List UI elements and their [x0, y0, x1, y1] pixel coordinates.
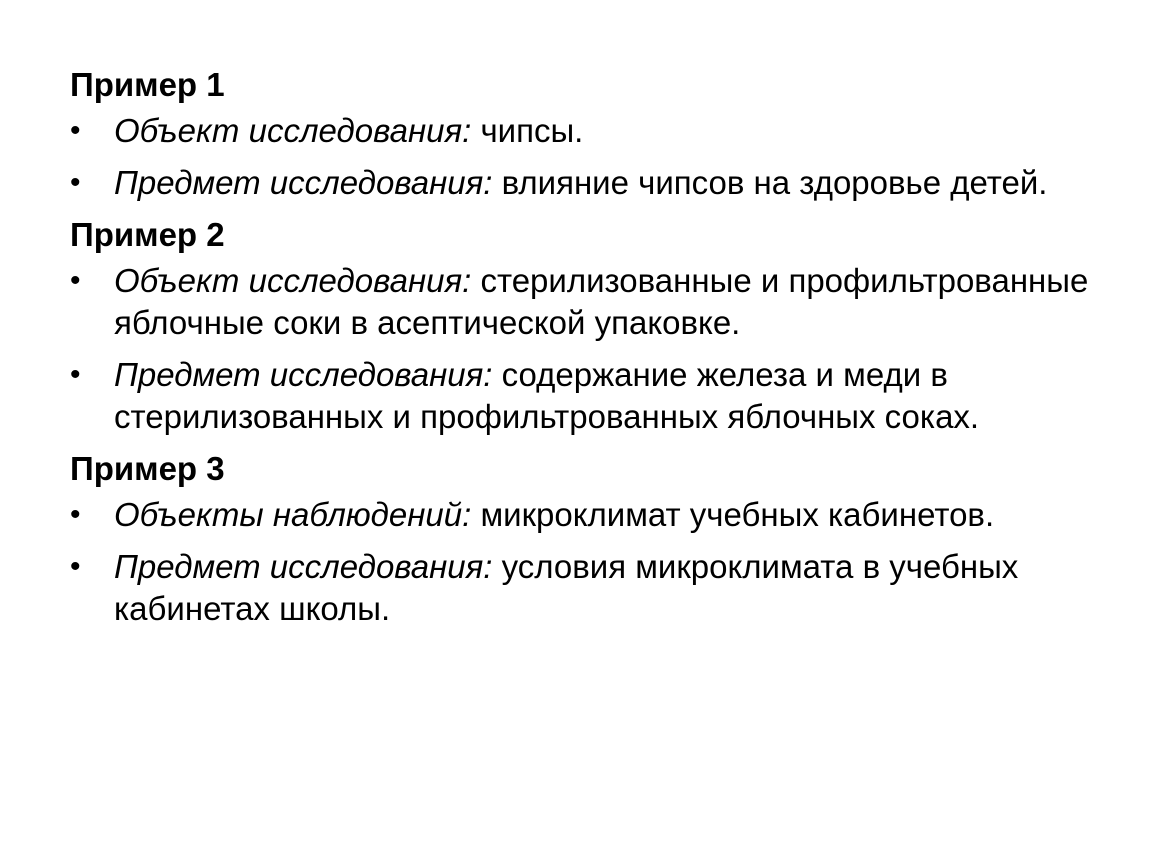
item-term: Объект исследования:	[114, 112, 472, 149]
item-text: содержание железа и меди в стерилизованных и профильтрованных яблочных соках.	[114, 356, 980, 435]
list-item	[70, 546, 1100, 630]
item-term: Предмет исследования:	[114, 548, 493, 585]
list-item	[70, 494, 1100, 536]
bullet-icon: •	[70, 498, 81, 531]
list-item	[70, 110, 1100, 152]
item-term: Предмет исследования:	[114, 164, 493, 201]
item-term: Предмет исследования:	[114, 356, 493, 393]
example-2-title: Пример 2	[70, 216, 225, 253]
item-text: условия микроклимата в учебных кабинетах школы.	[114, 548, 1019, 627]
example-2-list	[70, 260, 1100, 438]
example-3-list	[70, 494, 1100, 630]
item-text: чипсы.	[471, 112, 584, 149]
slide-content	[70, 64, 1100, 640]
item-text: микроклимат учебных кабинетов.	[471, 496, 995, 533]
list-item	[70, 260, 1100, 344]
bullet-icon: •	[70, 550, 81, 583]
item-term: Объекты наблюдений:	[114, 496, 472, 533]
item-text: влияние чипсов на здоровье детей.	[492, 164, 1048, 201]
list-item	[70, 162, 1100, 204]
bullet-icon: •	[70, 166, 81, 199]
example-3-title: Пример 3	[70, 450, 225, 487]
list-item	[70, 354, 1100, 438]
example-1-list	[70, 110, 1100, 204]
bullet-icon: •	[70, 264, 81, 297]
bullet-icon: •	[70, 358, 81, 391]
bullet-icon: •	[70, 114, 81, 147]
item-text: стерилизованные и профильтрованные яблочные соки в асептической упаковке.	[114, 262, 1089, 341]
item-term: Объект исследования:	[114, 262, 472, 299]
example-1-title: Пример 1	[70, 66, 225, 103]
